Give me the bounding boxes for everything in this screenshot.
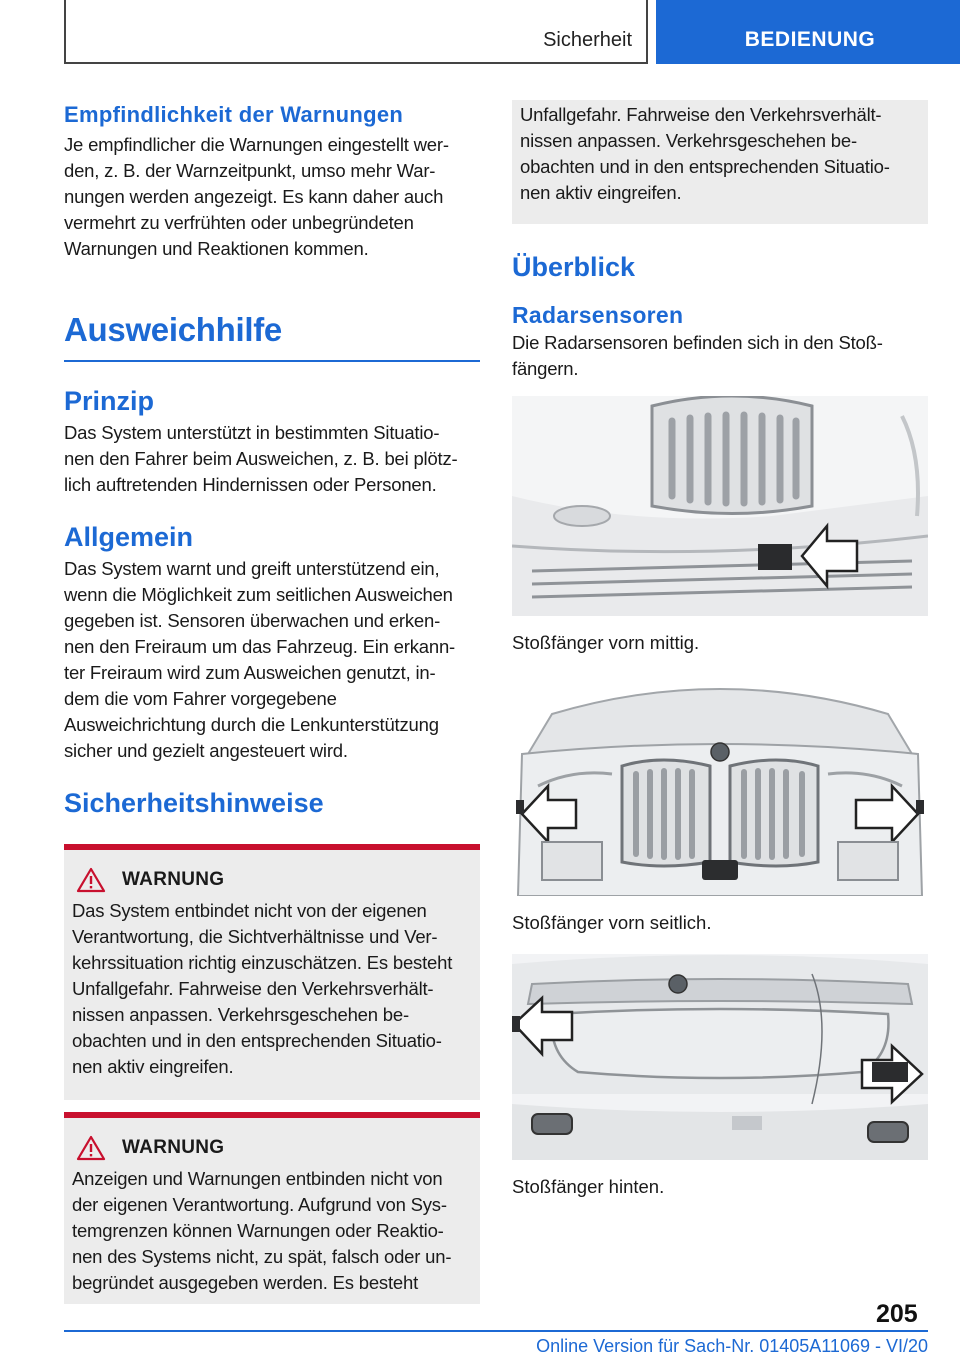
warning-title: WARNUNG xyxy=(122,869,225,890)
image-front-center xyxy=(512,396,928,616)
text-prinzip: Das System unterstützt in bestimmten Situatio- nen den Fahrer beim Ausweichen, z. B. bei plötz- lich auftretenden Hindernissen oder Personen. xyxy=(64,422,458,495)
heading-sicherheitshinweise: Sicherheitshinweise xyxy=(64,788,324,818)
header-chapter-tab[interactable] xyxy=(656,0,960,64)
warning-box-2 xyxy=(64,1112,480,1304)
text-allgemein: Das System warnt und greift unterstützend ein, wenn die Möglichkeit zum seitlichen Ausweichen gegeben ist. Sensoren überwachen und erken- nen den Freiraum um das Fahrzeug. Ein erkann- ter Freiraum wird zum Ausweichen genutzt, in- dem die vom Fahrer vorgegebene Ausweichrichtung durch die Lenkunterstützung sicher und gezielt angesteuert wird. xyxy=(64,558,456,761)
image-front-side xyxy=(512,674,928,896)
heading-allgemein: Allgemein xyxy=(64,522,194,552)
header-section-box xyxy=(64,0,648,64)
text-empfindlichkeit: Je empfindlicher die Warnungen eingestellt wer- den, z. B. der Warnzeitpunkt, umso mehr War- nungen werden angezeigt. Es kann daher auch vermehrt zu verfrühten oder unbegründeten Warnungen und Reaktionen kommen. xyxy=(64,134,449,259)
heading-radarsensoren: Radarsensoren xyxy=(512,302,684,328)
heading-prinzip: Prinzip xyxy=(64,386,155,416)
image-rear xyxy=(512,954,928,1160)
warning-text: Anzeigen und Warnungen entbinden nicht von der eigenen Verantwortung. Aufgrund von Sys- temgrenzen können Warnungen oder Reaktio- nen des Systems nicht, zu spät, falsch oder un- begründet ausgegeben werden. Es besteht xyxy=(72,1168,452,1293)
heading-ausweichhilfe: Ausweichhilfe xyxy=(64,311,282,348)
caption-rear: Stoßfänger hinten. xyxy=(512,1176,665,1197)
header-section-title: Sicherheit xyxy=(543,29,632,51)
right-column xyxy=(512,100,928,1200)
footer-online-version: Online Version für Sach-Nr. 01405A11069 - VI/20 xyxy=(536,1336,928,1356)
left-column xyxy=(64,100,480,1304)
heading-rule xyxy=(64,360,480,362)
page-number: 205 xyxy=(876,1300,918,1328)
warning-box-1 xyxy=(64,844,480,1100)
warning-text-continued: Unfallgefahr. Fahrweise den Verkehrsverhält- nissen anpassen. Verkehrsgeschehen be- obachten und in den entsprechenden Situatio- nen aktiv eingreifen. xyxy=(520,104,890,203)
footer-rule xyxy=(64,1330,928,1332)
warning-triangle-icon xyxy=(76,867,106,893)
warning-box-continued xyxy=(512,100,928,224)
heading-empfindlichkeit: Empfindlichkeit der Warnungen xyxy=(64,102,404,127)
warning-header xyxy=(76,1134,472,1162)
header-chapter-label: BEDIENUNG xyxy=(744,28,876,51)
caption-front-side: Stoßfänger vorn seitlich. xyxy=(512,912,712,933)
caption-front-center: Stoßfänger vorn mittig. xyxy=(512,632,700,653)
warning-header xyxy=(76,866,472,894)
warning-triangle-icon xyxy=(76,1135,106,1161)
warning-title: WARNUNG xyxy=(122,1137,225,1158)
text-radarsensoren: Die Radarsensoren befinden sich in den Stoß- fängern. xyxy=(512,332,883,379)
heading-ueberblick: Überblick xyxy=(512,252,636,282)
warning-text: Das System entbindet nicht von der eigenen Verantwortung, die Sichtverhältnisse und Ver- kehrssituation richtig einzuschätzen. Es besteht Unfallgefahr. Fahrweise den Verkehrsverhält- nissen anpassen. Verkehrsgeschehen be- obachten und in den entsprechenden Situatio- nen aktiv eingreifen. xyxy=(72,900,453,1077)
